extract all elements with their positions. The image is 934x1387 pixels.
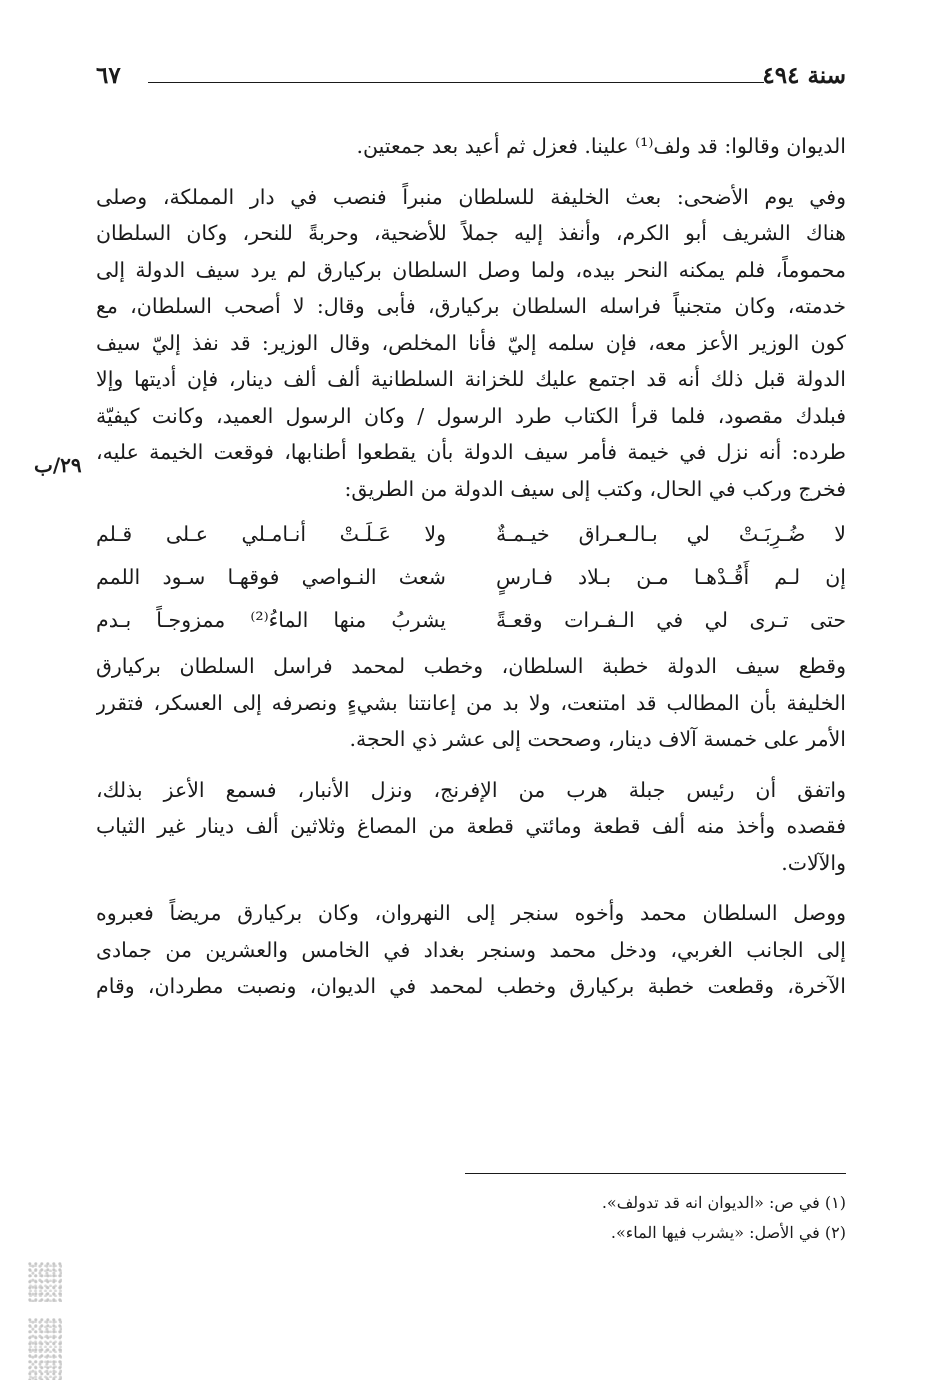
text-line: خدمته، وكان متجنياً فراسله السلطان بركيارق، فأبى وقال: لا أصحب السلطان، مع — [96, 294, 846, 318]
paragraph-1 — [96, 179, 846, 508]
text-line: فخرج وركب في الحال، وكتب إلى سيف الدولة من الطريق: — [344, 476, 846, 501]
text-line: واتفق أن رئيس جبلة هرب من الإفرنج، ونزل الأنبار، فسمع الأعز بذلك، — [96, 777, 846, 802]
footnote-1: (١) في ص: «الديوان انه قد تدولف». — [601, 1193, 846, 1212]
verse-second-hemistich: يشربُ منها الماءُ⁽²⁾ ممزوجـاً بـدم — [96, 608, 446, 632]
paragraph-4 — [96, 895, 846, 1005]
text-line: وفي يوم الأضحى: بعث الخليفة للسلطان منبراً فنصب في دار المملكة، وصلى — [96, 184, 846, 209]
paragraph-0 — [96, 128, 846, 165]
paragraph-gap — [96, 758, 846, 772]
verse-second-hemistich: شعث النـواصي فوقهـا سـود اللمم — [96, 565, 446, 589]
page-number: ٦٧ — [96, 62, 121, 89]
scan-speckle-mark — [28, 1262, 62, 1302]
text-line: الديوان وقالوا: قد ولف⁽¹⁾ علينا. فعزل ثم أعيد بعد جمعتين. — [356, 134, 846, 158]
poem-verse — [96, 556, 846, 599]
main-text — [96, 128, 846, 1005]
text-line: ووصل السلطان محمد وأخوه سنجر إلى النهروان، وكان بركيارق مريضاً فعبروه — [96, 901, 846, 925]
poem-verse — [96, 599, 846, 642]
header-year: سنة ٤٩٤ — [762, 62, 846, 89]
text-line: إلى الجانب الغربي، ودخل محمد وسنجر بغداد في الخامس والعشرين من جمادى — [96, 937, 846, 962]
scan-speckle-mark — [28, 1318, 62, 1380]
paragraph-2 — [96, 648, 846, 758]
text-line: الأمر على خمسة آلاف دينار، وصححت إلى عشر ذي الحجة. — [349, 727, 846, 751]
verse-first-hemistich: حتى تـرى لي في الـفـرات وقعـةً — [496, 608, 846, 632]
text-line: فبلدك مقصود، فلما قرأ الكتاب طرد الرسول / وكان الرسول العميد، وكانت كيفيّة — [96, 403, 846, 428]
footnote-2: (٢) في الأصل: «يشرب فيها الماء». — [610, 1223, 846, 1242]
text-line: الدولة قبل ذلك أنه قد اجتمع عليك للخزانة السلطانية ألف ألف دينار، فإن أديتها وإلا — [96, 367, 846, 391]
text-line: هناك الشريف أبو الكرم، وأنفذ إليه جملاً للأضحية، وحربةً للنحر، وكان السلطان — [96, 221, 846, 245]
paragraph-gap — [96, 165, 846, 179]
text-line: الخليفة بأن المطالب قد امتنعت، ولا بد من إعانتنا بشيءٍ ونصرفه إلى العسكر، فتقرر — [96, 690, 846, 715]
footnote-separator — [465, 1173, 846, 1174]
text-line: والآلات. — [781, 850, 846, 875]
text-line: طرده: أنه نزل في خيمة فأمر سيف الدولة بأن يقطعوا أطنابها، فوقعت الخيمة عليه، — [96, 440, 846, 464]
running-header — [96, 62, 846, 102]
footnotes — [602, 1188, 846, 1248]
poem-verse — [96, 513, 846, 556]
margin-folio-note: ٢٩/ب — [34, 453, 82, 477]
text-line: كون الوزير الأعز معه، فإن سلمه إليّ فأنا المخلص، وقال الوزير: قد نفذ إليّ سيف — [96, 330, 846, 355]
text-line: فقصده وأخذ منه ألف قطعة ومائتي قطعة من المصاغ وثلاثين ألف دينار غير الثياب — [96, 814, 846, 838]
text-line: الآخرة، وقطعت خطبة بركيارق وخطب لمحمد في الديوان، ونصبت مطردان، وقام — [96, 974, 846, 998]
paragraph-gap — [96, 881, 846, 895]
verse-first-hemistich: لا ضُـرِبَـتْ لي بـالـعـراق خيـمـةٌ — [496, 522, 846, 546]
header-rule — [148, 82, 764, 83]
paragraph-3 — [96, 772, 846, 882]
verse-second-hemistich: ولا عَـلَـتْ أنـامـلي عـلى قـلم — [96, 522, 446, 546]
verse-first-hemistich: إن لـم أَقُـدْهـا مـن بـلاد فـارسٍ — [496, 565, 846, 589]
poem — [96, 513, 846, 642]
text-line: وقطع سيف الدولة خطبة السلطان، وخطب لمحمد فراسل السلطان بركيارق — [96, 654, 846, 678]
text-line: محموماً، فلم يمكنه النحر بيده، ولما وصل السلطان بركيارق لم يرد سيف الدولة إلى — [96, 257, 846, 282]
